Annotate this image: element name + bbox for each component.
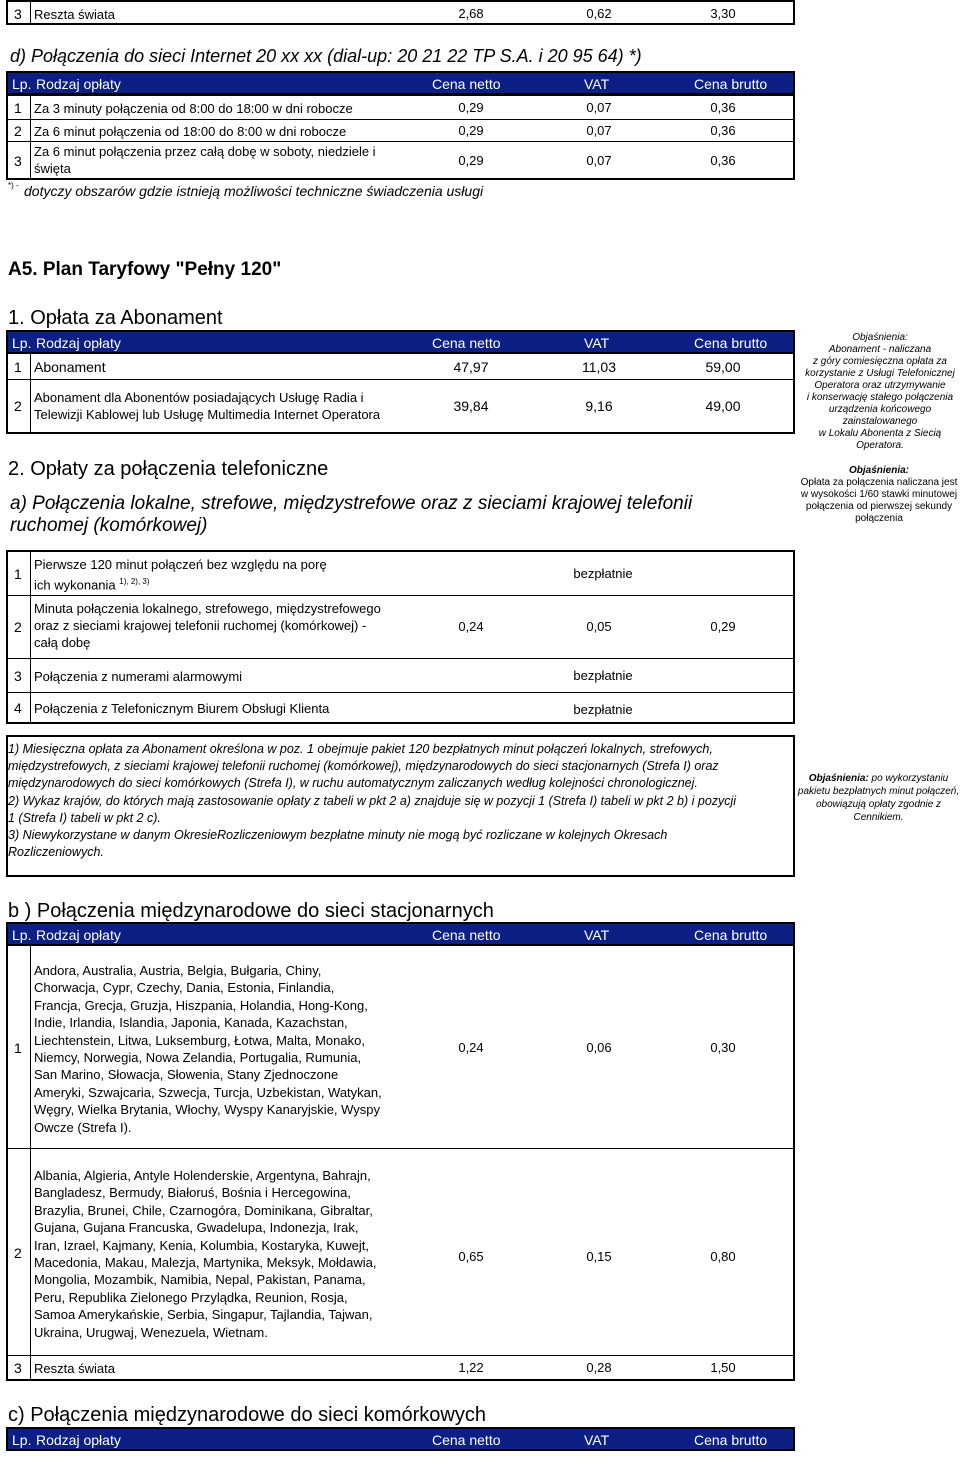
table-row bbox=[8, 1356, 793, 1379]
row-label: Minuta połączenia lokalnego, strefowego, międzystrefowego bbox=[34, 601, 381, 616]
row-label: święta bbox=[34, 161, 71, 176]
explanation-line: zainstalowanego bbox=[842, 416, 918, 427]
explanation-line: Cennikiem. bbox=[853, 812, 904, 823]
row-lp: 3 bbox=[14, 6, 22, 22]
price-vat: 0,07 bbox=[586, 123, 612, 138]
table-row bbox=[8, 1149, 793, 1356]
country-line: Węgry, Wielka Brytania, Włochy, Wyspy Kanaryjskie, Wyspy bbox=[34, 1102, 381, 1118]
country-line: Macedonia, Makau, Malezja, Martynika, Meksyk, Mołdawia, bbox=[34, 1255, 377, 1271]
price-brutto: 59,00 bbox=[705, 359, 741, 375]
price-vat: 0,15 bbox=[586, 1249, 612, 1264]
header-brutto: Cena brutto bbox=[694, 76, 768, 92]
note-line: Rozliczeniowych. bbox=[8, 845, 104, 860]
header-lp: Lp. bbox=[12, 76, 32, 92]
explanation-line: połączenia bbox=[855, 513, 903, 524]
header-netto: Cena netto bbox=[432, 76, 501, 92]
row-lp: 2 bbox=[14, 1245, 22, 1261]
table-row bbox=[8, 693, 793, 724]
explanation-line: połączenia od pierwszej sekundy bbox=[805, 501, 953, 512]
header-netto: Cena netto bbox=[432, 335, 501, 351]
explanation-line: pakietu bezpłatnych minut połączeń, bbox=[797, 786, 960, 797]
price-free: bezpłatnie bbox=[573, 566, 633, 581]
price-brutto: 0,36 bbox=[710, 123, 736, 138]
price-brutto: 0,30 bbox=[710, 1040, 736, 1055]
table-row bbox=[8, 142, 793, 180]
header-brutto: Cena brutto bbox=[694, 1432, 768, 1448]
row-label: całą dobę bbox=[34, 635, 91, 650]
row-label: Połączenia z numerami alarmowymi bbox=[34, 669, 243, 684]
row-label: Abonament bbox=[34, 359, 106, 375]
country-line: Samoa Amerykańskie, Serbia, Singapur, Tajlandia, Tajwan, bbox=[34, 1307, 373, 1323]
price-vat: 0,07 bbox=[586, 153, 612, 168]
explanation-title: Objaśnienia: bbox=[808, 773, 869, 784]
section-b-table bbox=[6, 944, 795, 1381]
explanation-line: Operatora. bbox=[856, 440, 904, 451]
country-line: Peru, Republika Zielonego Przylądka, Reunion, Rosja, bbox=[34, 1289, 348, 1305]
top-row-table bbox=[6, 0, 795, 25]
note-line: 3) Niewykorzystane w danym OkresieRozliczeniowym bezpłatne minuty nie mogą być rozliczane w kolejnych Okresach bbox=[8, 828, 668, 843]
note-line: międzynarodowych do sieci komórkowych (Strefa I), w ruchu automatycznym zaliczanych według kolejności chronologicznej. bbox=[8, 776, 698, 791]
footnote: dotyczy obszarów gdzie istnieją możliwości techniczne świadczenia usługi bbox=[24, 183, 484, 199]
explanation-line: obowiązują opłaty zgodnie z bbox=[815, 799, 942, 810]
row-lp: 1 bbox=[14, 566, 22, 582]
note-line: 1) Miesięczna opłata za Abonament określona w poz. 1 obejmuje pakiet 120 bezpłatnych minut połączeń lokalnych, strefowych, bbox=[8, 742, 713, 756]
country-line: Albania, Algieria, Antyle Holenderskie, Argentyna, Bahrajn, bbox=[34, 1168, 371, 1183]
price-vat: 0,07 bbox=[586, 100, 612, 115]
country-line: Andora, Australia, Austria, Belgia, Bułgaria, Chiny, bbox=[34, 963, 322, 978]
header-vat: VAT bbox=[584, 76, 610, 92]
row-lp: 3 bbox=[14, 668, 22, 684]
row-label: Abonament dla Abonentów posiadających Usługę Radia i bbox=[34, 390, 364, 405]
section-2-title: 2. Opłaty za połączenia telefoniczne bbox=[8, 458, 329, 480]
explanation-line: i konserwację stałego połączenia bbox=[806, 392, 954, 403]
section-d-title: d) Połączenia do sieci Internet 20 xx xx (dial-up: 20 21 22 TP S.A. i 20 95 64) *) bbox=[10, 46, 642, 66]
price-free: bezpłatnie bbox=[573, 668, 633, 683]
price-netto: 0,29 bbox=[458, 100, 484, 115]
country-line: Mongolia, Mozambik, Namibia, Nepal, Pakistan, Panama, bbox=[34, 1272, 366, 1288]
country-line: Chorwacja, Cypr, Czechy, Dania, Estonia, Finlandia, bbox=[34, 980, 335, 996]
notes-text bbox=[8, 741, 736, 861]
price-netto: 0,65 bbox=[458, 1249, 484, 1264]
table-row bbox=[8, 120, 793, 142]
table-row bbox=[8, 596, 793, 659]
row-lp: 2 bbox=[14, 123, 22, 139]
section-2a-subtitle: a) Połączenia lokalne, strefowe, międzystrefowe oraz z sieciami krajowej telefonii bbox=[10, 493, 693, 514]
row-lp: 2 bbox=[14, 398, 22, 414]
header-vat: VAT bbox=[584, 1432, 610, 1448]
price-netto: 0,24 bbox=[458, 1040, 484, 1055]
header-name: Rodzaj opłaty bbox=[36, 927, 121, 943]
price-brutto: 1,50 bbox=[710, 1360, 736, 1375]
explanation-line: w wysokości 1/60 stawki minutowej bbox=[800, 489, 958, 500]
explanation-line: Abonament - naliczana bbox=[828, 344, 932, 355]
section-2a-table bbox=[6, 550, 795, 724]
country-line: Iran, Izrael, Kajmany, Kenia, Kolumbia, Kostaryka, Kuwejt, bbox=[34, 1237, 370, 1253]
country-list bbox=[34, 1167, 376, 1341]
country-line: Brazylia, Brunei, Chile, Czarnogóra, Dominikana, Gibraltar, bbox=[34, 1202, 373, 1218]
price-netto: 0,29 bbox=[458, 123, 484, 138]
header-brutto: Cena brutto bbox=[694, 927, 768, 943]
section-d-table bbox=[6, 94, 795, 180]
row-lp: 1 bbox=[14, 100, 22, 116]
price-vat: 0,28 bbox=[586, 1360, 612, 1375]
price-vat: 0,06 bbox=[586, 1040, 612, 1055]
header-name: Rodzaj opłaty bbox=[36, 76, 121, 92]
row-label bbox=[34, 573, 150, 593]
price-netto: 1,22 bbox=[458, 1360, 484, 1375]
explanation-notes bbox=[797, 772, 960, 824]
row-lp: 2 bbox=[14, 619, 22, 635]
row-label: Reszta świata bbox=[34, 7, 115, 22]
row-label: Pierwsze 120 minut połączeń bez względu na porę bbox=[34, 557, 327, 572]
price-vat: 0,62 bbox=[586, 6, 612, 21]
row-label: Za 3 minuty połączenia od 8:00 do 18:00 w dni robocze bbox=[34, 101, 353, 116]
country-line: Ukraina, Urugwaj, Wenezuela, Wietnam. bbox=[34, 1324, 268, 1340]
explanation-connections bbox=[798, 465, 960, 525]
explanation-line: Opłata za połączenia naliczana jest bbox=[800, 477, 958, 488]
explanation-title: Objaśnienia: bbox=[848, 465, 909, 476]
row-lp: 4 bbox=[14, 700, 22, 716]
footnote-mark: *) - bbox=[8, 181, 19, 190]
country-line: Gujana, Gujana Francuska, Gwadelupa, Indonezja, Irak, bbox=[34, 1220, 359, 1236]
price-brutto: 0,36 bbox=[710, 100, 736, 115]
section-d-header bbox=[6, 71, 795, 95]
header-vat: VAT bbox=[584, 335, 610, 351]
price-netto: 2,68 bbox=[458, 6, 484, 21]
section-b-title: b ) Połączenia międzynarodowe do sieci stacjonarnych bbox=[8, 900, 494, 922]
section-1-table bbox=[6, 352, 795, 434]
explanation-text: po wykorzystaniu bbox=[871, 773, 949, 784]
footnote-ref: 1), 2), 3) bbox=[119, 577, 150, 586]
country-line: Francja, Grecja, Gruzja, Hiszpania, Holandia, Hong-Kong, bbox=[34, 997, 368, 1013]
explanation-line: Operatora oraz utrzymywanie bbox=[814, 380, 946, 391]
row-label: oraz z sieciami krajowej telefonii ruchomej (komórkowej) - bbox=[34, 618, 367, 633]
header-lp: Lp. bbox=[12, 1432, 32, 1448]
country-line: Indie, Irlandia, Islandia, Japonia, Kanada, Kazachstan, bbox=[34, 1015, 348, 1031]
price-brutto: 3,30 bbox=[710, 6, 736, 21]
table-row bbox=[8, 354, 793, 380]
price-netto: 47,97 bbox=[453, 359, 489, 375]
note-line: 2) Wykaz krajów, do których mają zastosowanie opłaty z tabeli w pkt 2 a) znajduje się w pozycji 1 (Strefa I) tabeli w pkt 2 b) i pozycji bbox=[8, 793, 737, 808]
table-row bbox=[8, 946, 793, 1149]
notes-box bbox=[6, 735, 795, 877]
explanation-line: w Lokalu Abonenta z Siecią bbox=[818, 428, 942, 439]
table-row bbox=[8, 552, 793, 596]
row-label: Telewizji Kablowej lub Usługę Multimedia Internet Operatora bbox=[34, 407, 381, 422]
header-lp: Lp. bbox=[12, 335, 32, 351]
price-brutto: 49,00 bbox=[705, 398, 741, 414]
section-c-title: c) Połączenia międzynarodowe do sieci komórkowych bbox=[8, 1404, 486, 1426]
header-name: Rodzaj opłaty bbox=[36, 335, 121, 351]
explanation-line: z góry comiesięczna opłata za bbox=[813, 356, 947, 367]
explanation-title: Objaśnienia: bbox=[852, 332, 908, 343]
header-lp: Lp. bbox=[12, 927, 32, 943]
price-netto: 0,24 bbox=[458, 619, 484, 634]
price-brutto: 0,80 bbox=[710, 1249, 736, 1264]
row-label: Za 6 minut połączenia od 18:00 do 8:00 w dni robocze bbox=[34, 124, 347, 139]
explanation-line: urządzenia końcowego bbox=[828, 404, 932, 415]
explanation-line bbox=[797, 772, 960, 785]
table-row bbox=[8, 96, 793, 120]
row-label: Za 6 minut połączenia przez całą dobę w soboty, niedziele i bbox=[34, 144, 376, 159]
country-line: San Marino, Słowacja, Słowenia, Stany Zjednoczone bbox=[34, 1067, 339, 1083]
row-lp: 1 bbox=[14, 1040, 22, 1056]
price-vat: 9,16 bbox=[585, 398, 613, 414]
row-label: Połączenia z Telefonicznym Biurem Obsługi Klienta bbox=[34, 701, 330, 716]
row-label: Reszta świata bbox=[34, 1361, 115, 1376]
price-brutto: 0,36 bbox=[710, 153, 736, 168]
price-vat: 11,03 bbox=[582, 359, 616, 375]
header-brutto: Cena brutto bbox=[694, 335, 768, 351]
price-brutto: 0,29 bbox=[710, 619, 736, 634]
note-line: międzystrefowych, z sieciami krajowej telefonii ruchomej (komórkowej), międzynarodowych do sieci stacjonarnych (Strefa I) oraz bbox=[8, 759, 719, 774]
section-b-header bbox=[6, 922, 795, 946]
section-1-header bbox=[6, 330, 795, 354]
section-2a-subtitle: ruchomej (komórkowej) bbox=[10, 515, 208, 536]
section-1-title: 1. Opłata za Abonament bbox=[8, 307, 223, 329]
row-label-part: ich wykonania bbox=[34, 577, 116, 593]
price-netto: 39,84 bbox=[453, 398, 489, 414]
row-lp: 3 bbox=[14, 1360, 22, 1376]
country-line: Bangladesz, Bermudy, Białoruś, Bośnia i Hercegowina, bbox=[34, 1185, 351, 1201]
header-netto: Cena netto bbox=[432, 1432, 501, 1448]
section-c-header bbox=[6, 1427, 795, 1451]
explanation-abonament bbox=[800, 332, 960, 452]
country-line: Ameryki, Szwajcaria, Szwecja, Turcja, Uzbekistan, Watykan, bbox=[34, 1084, 382, 1100]
header-name: Rodzaj opłaty bbox=[36, 1432, 121, 1448]
table-row bbox=[8, 380, 793, 432]
price-vat: 0,05 bbox=[586, 619, 612, 634]
note-line: 1 (Strefa I) tabeli w pkt 2 c). bbox=[8, 810, 161, 825]
header-netto: Cena netto bbox=[432, 927, 501, 943]
price-netto: 0,29 bbox=[458, 153, 484, 168]
country-list bbox=[34, 962, 382, 1136]
row-lp: 3 bbox=[14, 153, 22, 169]
country-line: Owcze (Strefa I). bbox=[34, 1119, 132, 1135]
table-row bbox=[8, 659, 793, 693]
plan-title: A5. Plan Taryfowy "Pełny 120" bbox=[8, 259, 282, 280]
explanation-line: korzystanie z Usługi Telefonicznej bbox=[805, 368, 955, 379]
header-vat: VAT bbox=[584, 927, 610, 943]
row-lp: 1 bbox=[14, 359, 22, 375]
country-line: Liechtenstein, Litwa, Luksemburg, Łotwa, Malta, Monako, bbox=[34, 1032, 365, 1048]
country-line: Niemcy, Norwegia, Nowa Zelandia, Portugalia, Rumunia, bbox=[34, 1050, 362, 1066]
price-free: bezpłatnie bbox=[573, 702, 633, 717]
